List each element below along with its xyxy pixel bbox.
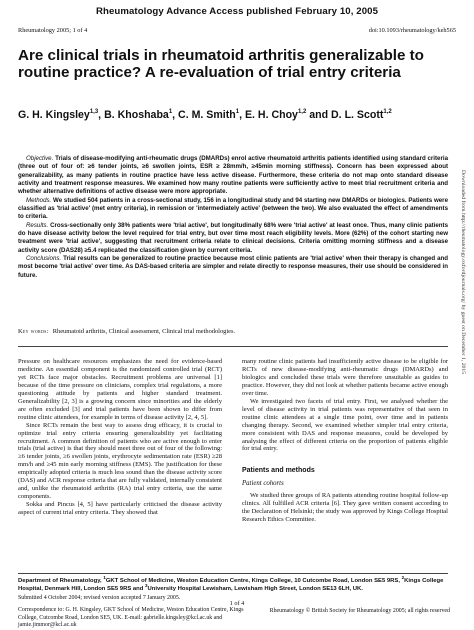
author-list: [18, 108, 448, 122]
abstract-results: [18, 222, 448, 255]
body-paragraph: We investigated two facets of trial entry. First, we analysed whether the level of disease activity in trial patients was representative of that seen in routine clinic attendees at a single time point, over time and in patients changing therapy. Second, we examined whether simpler trial entry criteria, more consistent with DAS and response measures, could be developed by analysing the effect of different criteria on the proportion of patients eligible for trial entry.: [242, 397, 448, 453]
body-paragraph: Sokka and Pincus [4, 5] have particularly criticised the disease activity aspect of current trial entry criteria. They showed that: [18, 501, 222, 517]
abstract-methods: [18, 197, 448, 222]
affil-mark: 2: [401, 575, 405, 580]
methods-label: Methods.: [26, 196, 52, 204]
author-separator: ,: [172, 109, 179, 121]
conclusions-text: Trial results can be generalized to routine practice because most clinic patients are 'trial active' when their therapy is changed and most become 'trial active' over time. As DAS-based criteria are simpler and relate directly to response measures, their use should be considered in future.: [18, 255, 448, 279]
author-separator: ,: [239, 109, 245, 121]
affil-mark: 1: [103, 575, 106, 580]
author-separator: and: [306, 109, 332, 121]
affil-text: GKT School of Medicine, Weston Education Centre, Kings College, 10 Cutcombe Road, London SE5 9RS,: [105, 578, 402, 584]
section-heading: Patients and methods: [242, 467, 315, 475]
affil-text: Kings College Hospital, Denmark Hill, London SE5 9RS and: [18, 578, 444, 592]
author-affil-mark: 1: [168, 109, 173, 115]
objective-label: Objective.: [26, 155, 54, 162]
author-name: C. M. Smith: [178, 109, 236, 121]
submission-dates: Submitted 4 October 2004; revised version accepted 7 January 2005.: [18, 595, 181, 601]
author-name: E. H. Choy: [244, 109, 298, 121]
author-separator: ,: [98, 109, 105, 121]
body-paragraph: Since RCTs remain the best way to assess drug efficacy, it is crucial to optimize trial entry criteria ensuring generalizability yet facilitating recruitment. A common definition of patients who are active enough to enter trials (trial active) is that they should meet three out of four of the following: ≥6 tender joints, ≥6 swollen joints, erythrocyte sedimentation rate (ESR) ≥28 mm/h and ≥45 min early morning stiffness (EMS). The justification for these empirically adopted criteria is much less sound than the disease activity score (DAS) and ACR response criteria that are fully validated, internally consistent and, unlike the rheumatoid arthritis (RA) trial entry criteria, use the same components.: [18, 421, 222, 501]
body-column-right: [242, 358, 448, 524]
abstract: [18, 155, 448, 280]
divider: [18, 346, 448, 347]
doi[interactable]: doi:10.1093/rheumatology/keh565: [368, 27, 456, 34]
conclusions-label: Conclusions.: [26, 255, 62, 263]
keywords: [18, 328, 448, 335]
author-name: G. H. Kingsley: [18, 109, 90, 121]
author-name: D. L. Scott: [331, 109, 384, 121]
objective-text: Trials of disease-modifying anti-rheumatic drugs (DMARDs) enrol active rheumatoid arthritis patients identified using standard criteria (three out of four of: ≥6 tender joints, ≥6 swollen joints, ESR ≥ 28mm/h, ≥45min morning stiffness). Concern has been expressed about generalizability, as many patients in routine practice have less active disease. Furthermore, these criteria do not map onto standard disease activity and treatment response measures. We examined how many routine patients were sufficiently active to meet trial recruitment criteria and whether alternative definitions of active disease were more appropriate.: [18, 155, 448, 196]
divider: [18, 573, 448, 574]
subsection-heading: Patient cohorts: [242, 480, 284, 488]
body-column-left: [18, 358, 222, 517]
running-head: [18, 27, 456, 34]
journal-citation: Rheumatology 2005; 1 of 4: [18, 27, 88, 34]
keywords-text: Rheumatoid arthritis, Clinical assessment, Clinical trial methodologies.: [52, 328, 236, 335]
body-paragraph: many routine clinic patients had insufficiently active disease to be eligible for RCTs of new disease-modifying anti-rheumatic drugs (DMARDs) and biologics and concluded these trials were therefore unsuitable as guides to practice. However, they did not look at whether patients became active enough over time.: [242, 358, 448, 397]
page-number: 1 of 4: [229, 600, 245, 607]
author-affil-mark: 1,3: [89, 109, 99, 115]
affil-text: University Hospital Lewisham, Lewisham High Street, London SE13 6LH, UK.: [147, 586, 363, 592]
author-name: B. Khoshaba: [104, 109, 169, 121]
affiliations: [18, 577, 448, 593]
abstract-objective: [18, 155, 448, 197]
body-paragraph: Pressure on healthcare resources emphasizes the need for evidence-based medicine. An essential component is the randomized controlled trial (RCT) yet RCTs face major obstacles. Recruitment problems are universal [1] because of the time pressure on clinicians, complex trial regulations, a more questioning attitude by patients and higher standard treatment. Generalizability [2, 3] is a growing concern since minorities and the elderly are often excluded [3] and trial patients have been shown to differ from routine clinic attendees, for example in terms of disease activity [2, 4, 5].: [18, 358, 222, 421]
download-side-note-text[interactable]: Downloaded from http://rheumatology.oxfordjournals.org/ by guest on December 1, 2015: [460, 170, 466, 375]
author-affil-mark: 1,2: [297, 109, 307, 115]
author-affil-mark: 1: [235, 109, 240, 115]
article-title: Are clinical trials in rheumatoid arthritis generalizable to routine practice? A re-evaluation of trial entry criteria: [18, 47, 424, 82]
body-paragraph: We studied three groups of RA patients attending routine hospital follow-up clinics. All fulfilled ACR criteria [6]. They gave written consent according to the Declaration of Helsinki; the study was approved by Kings College Hospital Research Ethics Committee.: [242, 492, 448, 524]
keywords-label: Key words:: [18, 328, 49, 335]
author-affil-mark: 1,2: [383, 109, 392, 115]
results-label: Results.: [26, 221, 49, 229]
copyright: Rheumatology © British Society for Rheumatology 2005; all rights reserved: [269, 608, 450, 614]
dept-label: Department of Rheumatology,: [18, 578, 104, 584]
advance-access-banner: Rheumatology Advance Access published February 10, 2005: [95, 6, 379, 17]
results-text: Cross-sectionally only 38% patients were 'trial active', but longitudinally 68% were 'trial active' at least once. Thus, many clinic patients do have disease activity below the level required for trial entry, but over time most reach eligibility levels. More (62%) of the cohort starting new treatment were 'trial active', suggesting that recruitment criteria relate to clinical decisions. Criteria omitting morning stiffness and a disease activity score (DAS28) ≥5.4 replicated the classification given by current criteria.: [18, 221, 448, 254]
affil-mark: 3: [145, 583, 148, 588]
correspondence: Correspondence to: G. H. Kingsley, GKT School of Medicine, Weston Education Centre, Kings College, Cutcombe Road, London SE5, UK. E-mail: gabrielle.kingsley@kcl.ac.uk and jamie.jimmor@kcl.ac.uk: [18, 607, 244, 629]
abstract-conclusions: [18, 255, 448, 280]
methods-text: We studied 504 patients in a cross-sectional study, 156 in a longitudinal study and 94 starting new DMARDs or biologics. Patients were classified as 'trial active' (met entry criteria), in remission or 'intermediately active' (between the two). We also evaluated the effect of amendments to criteria.: [18, 196, 448, 221]
download-side-note: [461, 170, 471, 470]
